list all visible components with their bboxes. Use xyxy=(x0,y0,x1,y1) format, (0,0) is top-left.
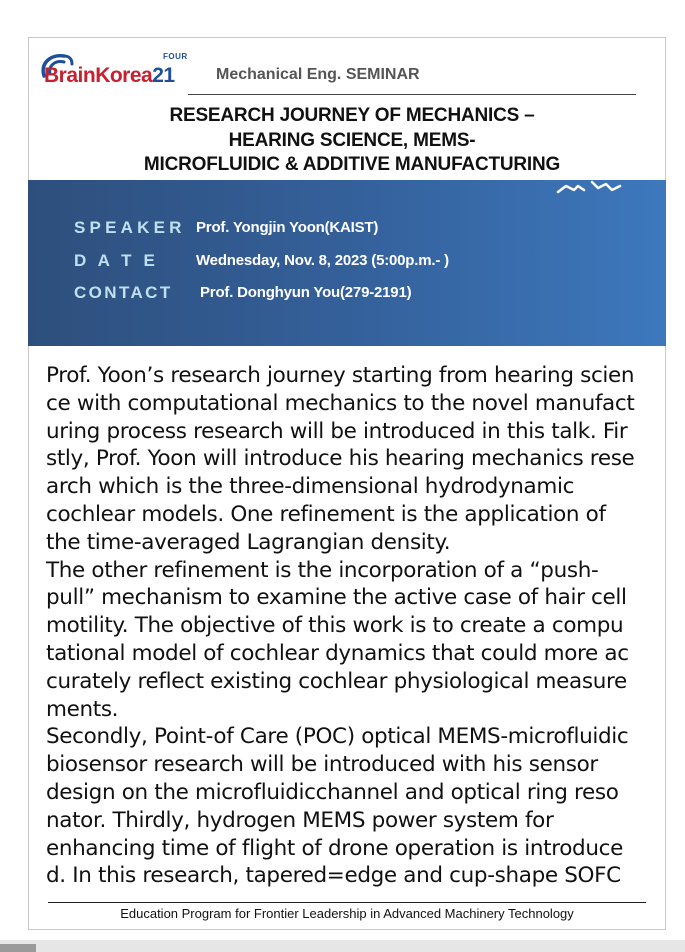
horizontal-scrollbar[interactable] xyxy=(0,940,685,952)
logo-number-text: 21 xyxy=(152,64,175,87)
abstract-line: nator. Thirdly, hydrogen MEMS power system for xyxy=(46,807,554,833)
abstract-line: ments. xyxy=(46,696,119,722)
abstract-line: The other refinement is the incorporation of a “push- xyxy=(46,557,599,583)
abstract-line: design on the microfluidicchannel and optical ring reso xyxy=(46,779,619,805)
header-divider xyxy=(188,94,636,95)
date-row xyxy=(74,251,449,271)
abstract-line: biosensor research will be introduced with his sensor xyxy=(46,752,598,778)
abstract-line: curately reflect existing cochlear physiological measure xyxy=(46,668,627,694)
abstract-text xyxy=(46,362,656,890)
abstract-line: pull” mechanism to examine the active case of hair cell xyxy=(46,585,627,611)
speaker-value: Prof. Yongjin Yoon(KAIST) xyxy=(196,219,379,236)
scrollbar-thumb[interactable] xyxy=(0,944,36,952)
logo-wordmark xyxy=(44,64,175,88)
date-value: Wednesday, Nov. 8, 2023 (5:00p.m.- ) xyxy=(196,252,449,269)
speaker-label: SPEAKER xyxy=(74,218,186,237)
logo-brain-text: Brain xyxy=(44,64,96,87)
logo-four-label: FOUR xyxy=(163,52,188,61)
abstract-line: enhancing time of flight of drone operation is introduce xyxy=(46,835,623,861)
seminar-heading: Mechanical Eng. SEMINAR xyxy=(216,66,420,83)
abstract-line: cochlear models. One refinement is the application of xyxy=(46,501,606,527)
abstract-line: tational model of cochlear dynamics that could more ac xyxy=(46,640,629,666)
contact-row xyxy=(74,283,412,303)
date-label: D A T E xyxy=(74,251,159,270)
title-line: RESEARCH JOURNEY OF MECHANICS – xyxy=(169,105,535,126)
abstract-line: Secondly, Point-of Care (POC) optical MEMS-microfluidic xyxy=(46,724,629,750)
abstract-line: d. In this research, tapered=edge and cup-shape SOFC xyxy=(46,863,621,889)
abstract-line: stly, Prof. Yoon will introduce his hearing mechanics rese xyxy=(46,446,635,472)
contact-label: CONTACT xyxy=(74,283,173,302)
molecule-decoration-icon xyxy=(536,180,626,204)
abstract-line: arch which is the three-dimensional hydrodynamic xyxy=(46,474,575,500)
abstract-line: ce with computational mechanics to the novel manufact xyxy=(46,390,635,416)
speaker-row xyxy=(74,218,379,238)
abstract-line: Prof. Yoon’s research journey starting from hearing scien xyxy=(46,363,635,388)
title-line: HEARING SCIENCE, MEMS- xyxy=(228,129,476,151)
abstract-line: motility. The objective of this work is to create a compu xyxy=(46,613,624,639)
title-line: MICROFLUIDIC & ADDITIVE MANUFACTURING xyxy=(143,154,561,175)
abstract-line: the time-averaged Lagrangian density. xyxy=(46,529,451,555)
program-footer: Education Program for Frontier Leadership in Advanced Machinery Technology xyxy=(120,906,574,921)
footer-divider xyxy=(48,902,646,903)
abstract-line: uring process research will be introduced in this talk. Fir xyxy=(46,418,628,444)
seminar-title xyxy=(60,104,644,178)
contact-value: Prof. Donghyun You(279-2191) xyxy=(200,284,412,301)
logo-korea-text: Korea xyxy=(95,64,153,87)
